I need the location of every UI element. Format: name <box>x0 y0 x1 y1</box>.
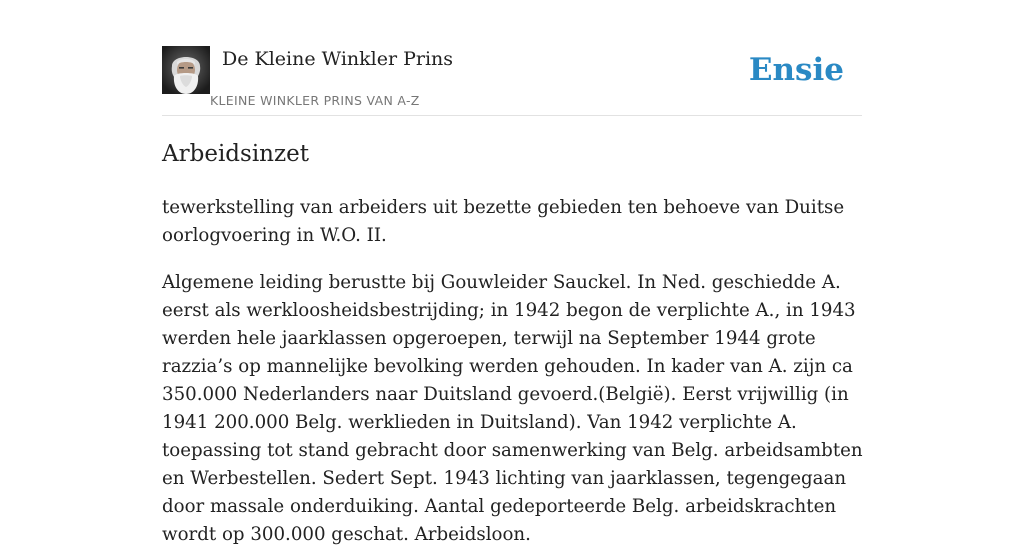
article-body: Algemene leiding berustte bij Gouwleider Sauckel. In Ned. geschiedde A. eerst als werkloosheidsbestrijding; in 1942 begon de verplichte A., in 1943 werden hele jaarklassen opgeroepen, terwijl na September 1944 grote razzia’s op mannelijke bevolking werden gehouden. In kader van A. zijn ca 350.000 Nederlanders naar Duitsland gevoerd.(België). Eerst vrijwillig (in 1941 200.000 Belg. werklieden in Duitsland). Van 1942 verplichte A. toepassing tot stand gebracht door samenwerking van Belg. arbeidsambten en Werbestellen. Sedert Sept. 1943 lichting van jaarklassen, tegengegaan door massale onderduiking. Aantal gedeporteerde Belg. arbeidskrachten wordt op 300.000 geschat. Arbeidsloon. <box>162 272 863 545</box>
author-name[interactable]: De Kleine Winkler Prins <box>222 48 454 70</box>
article <box>162 138 868 549</box>
brand-logo[interactable]: Ensie <box>748 52 844 88</box>
author-avatar[interactable] <box>162 46 210 94</box>
collection-subtitle[interactable]: KLEINE WINKLER PRINS VAN A-Z <box>210 93 420 108</box>
article-definition: tewerkstelling van arbeiders uit bezette gebieden ten behoeve van Duitse oorlogvoering in W.O. II. <box>162 197 845 246</box>
article-title: Arbeidsinzet <box>162 141 309 167</box>
author-portrait-icon <box>162 46 210 94</box>
header-divider <box>162 115 862 116</box>
header <box>162 46 862 116</box>
